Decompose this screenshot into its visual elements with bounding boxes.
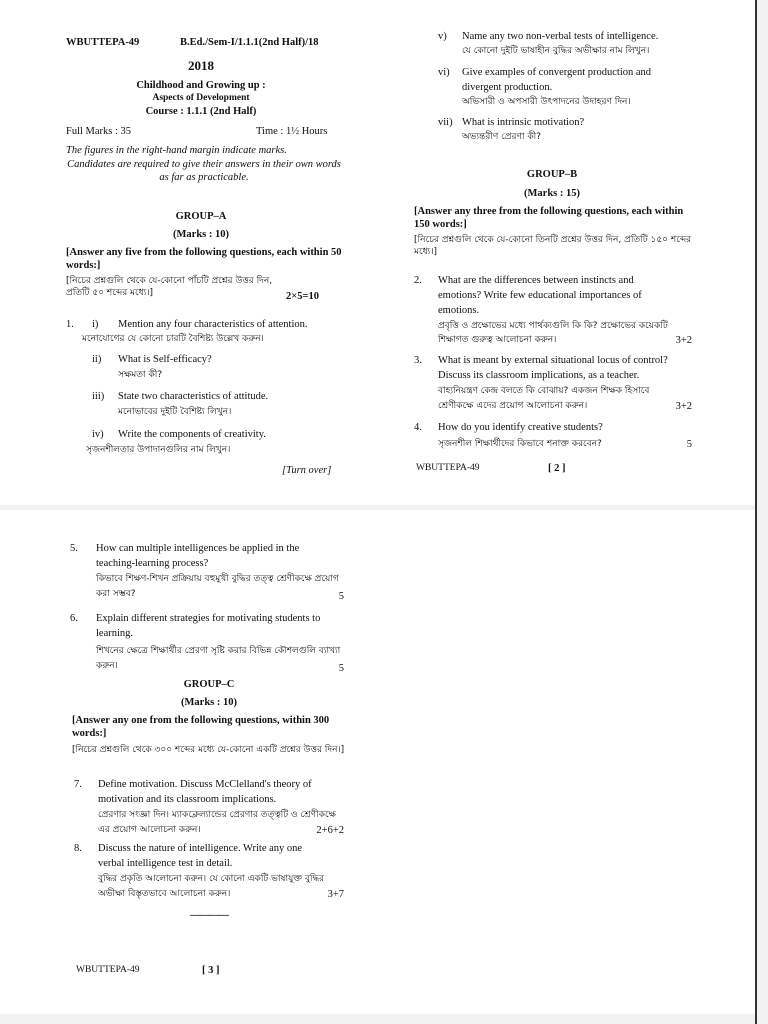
question-text-bengali: বাহ্যনিয়ন্ত্রণ কেন্দ্র বলতে কি বোঝায়? একজন শিক্ষক হিসাবে [438,386,650,396]
item-text: Name any two non-verbal tests of intelligence. [462,31,659,42]
group-a-mark-scheme: 2×5=10 [286,291,319,302]
question-marks: 3+7 [327,889,344,900]
question-text-bengali: শিখনের ক্ষেত্রে শিক্ষার্থীর প্রেরণা সৃষ্টি করার বিভিন্ন কৌশলগুলি ব্যাখ্যা [96,646,341,656]
question-text-bengali-line2: করুন। [96,661,118,671]
page-2 [412,30,692,480]
exam-year: 2018 [188,58,214,73]
item-text-bengali: অভিসারী ও অপসারী উৎপাদনের উদাহরণ দিন। [462,97,631,107]
item-number: ii) [92,354,102,365]
question-number: 5. [70,543,78,554]
paper-code: WBUTTEPA-49 [66,37,140,48]
question-text-line2: teaching-learning process? [96,558,209,569]
question-marks: 5 [686,439,692,450]
question-text: What are the differences between instincts and [438,275,634,286]
item-text: State two characteristics of attitude. [118,391,269,402]
footer-paper-code: WBUTTEPA-49 [416,463,480,473]
question-number: 8. [74,843,82,854]
subject-title-line1: Childhood and Growing up : [136,80,266,91]
item-text: Write the components of creativity. [118,429,266,440]
question-marks: 5 [338,663,344,674]
question-item [414,274,692,344]
page-edge-line [755,0,757,1024]
question-text-bengali: কিভাবে শিক্ষণ-শিখন প্রক্রিয়ায় বহুমুখী বুদ্ধির তত্ত্ব শ্রেণীকক্ষে প্রয়োগ [96,574,339,584]
group-b-heading: GROUP–B [526,169,578,180]
footer-paper-code: WBUTTEPA-49 [76,965,140,975]
question-item [70,842,344,904]
group-b-marks: (Marks : 15) [524,188,580,199]
question-marks: 2+6+2 [316,825,344,836]
group-c-instruction-bengali: [নিচের প্রশ্নগুলি থেকে ৩০০ শব্দের মধ্যে যে-কোনো একটি প্রশ্নের উত্তর দিন।] [72,745,345,755]
question-text: How do you identify creative students? [438,422,603,433]
group-a-instruction: [Answer any five from the following questions, each within 50 words:] [66,247,342,271]
question-text-line2: learning. [96,628,134,639]
question-text: Define motivation. Discuss McClelland's theory of [98,779,312,790]
question-text-line2: verbal intelligence test in detail. [98,858,233,869]
question-text-bengali-line2: এর প্রয়োগ আলোচনা করুন। [98,825,201,835]
question-number: 7. [74,779,82,790]
question-text-line2: emotions? Write few educational importances of [438,290,642,301]
question-marks: 5 [338,591,344,602]
question-item [414,354,692,414]
question-marks: 3+2 [675,335,692,346]
group-a-heading: GROUP–A [175,211,227,222]
group-a-marks: (Marks : 10) [173,229,229,240]
question-number: 4. [414,422,422,433]
item-text: Give examples of convergent production and [462,67,652,78]
item-text-bengali: মনোভাবের দুইটি বৈশিষ্ট্য লিখুন। [118,407,232,417]
question-text-bengali-line2: শিক্ষাগত গুরুত্ব আলোচনা করুন। [438,335,557,345]
group-c-instruction: [Answer any one from the following questions, within 300 words:] [72,715,330,739]
end-of-paper-line: ———— [190,910,228,921]
item-text: What is Self-efficacy? [118,354,212,365]
item-text-bengali: মনোযোগের যে কোনো চারটি বৈশিষ্ট্য উল্লেখ করুন। [82,334,264,344]
question-text-bengali: প্রবৃত্তি ও প্রক্ষোভের মধ্যে পার্থক্যগুলি কি কি? প্রক্ষোভের কয়েকটি [438,321,668,331]
question-text-bengali: প্রেরণার সংজ্ঞা দিন। ম্যাকক্লেল্যান্ডের প্রেরণার তত্ত্বটি ও শ্রেণীকক্ষে [98,810,336,820]
question-number: 1. [66,319,74,330]
item-text: What is intrinsic motivation? [462,117,585,128]
item-number: v) [438,31,447,42]
course-code: B.Ed./Sem-I/1.1.1(2nd Half)/18 [180,37,319,48]
group-c-marks: (Marks : 10) [181,697,237,708]
item-number: iv) [92,429,104,440]
question-number: 6. [70,613,78,624]
question-text: Discuss the nature of intelligence. Write any one [98,843,303,854]
own-words-note: Candidates are required to give their answers in their own words as far as practicable. [67,159,341,183]
question-text-line2: Discuss its classroom implications, as a teacher. [438,370,640,381]
full-marks: Full Marks : 35 [66,126,132,137]
subject-title-line2: Aspects of Development [152,93,250,103]
question-item [70,778,344,840]
item-number: vi) [438,67,450,78]
group-c-heading: GROUP–C [183,679,235,690]
question-text-bengali-line2: শ্রেণীকক্ষে এদের প্রয়োগ আলোচনা করুন। [438,401,588,411]
page-number: [ 2 ] [548,463,566,474]
item-text: Mention any four characteristics of attention. [118,319,308,330]
item-number: vii) [438,117,453,128]
page-1 [60,32,342,482]
page-number: [ 3 ] [202,965,220,976]
question-text: How can multiple intelligences be applied in the [96,543,300,554]
question-number: 3. [414,355,422,366]
item-number: i) [92,319,99,330]
question-item [70,612,344,674]
question-item [414,421,692,455]
group-a-instruction-bengali: [নিচের প্রশ্নগুলি থেকে যে-কোনো পাঁচটি প্রশ্নের উত্তর দিন, প্রতিটি ৫০ শব্দের মধ্যে।] [66,276,273,298]
item-number: iii) [92,391,105,402]
question-text-bengali: সৃজনশীল শিক্ষার্থীদের কিভাবে শনাক্ত করবেন? [438,439,602,449]
question-text: Explain different strategies for motivating students to [96,613,321,624]
group-b-instruction: [Answer any three from the following questions, each within 150 words:] [414,206,684,230]
margin-note: The figures in the right-hand margin indicate marks. [66,145,287,156]
question-text-bengali-line2: অভীক্ষা বিস্তৃতভাবে আলোচনা করুন। [98,889,231,899]
question-marks: 3+2 [675,401,692,412]
question-text: What is meant by external situational locus of control? [438,355,668,366]
page-3 [70,542,348,982]
question-text-bengali-line2: করা সম্ভব? [96,589,136,599]
question-text-line3: emotions. [438,305,480,316]
subject-title-line3: Course : 1.1.1 (2nd Half) [145,106,257,117]
question-item [70,542,344,604]
item-text-bengali: যে কোনো দুইটি ভাষাহীন বুদ্ধির অভীক্ষার নাম লিখুন। [462,46,650,56]
question-text-line2: motivation and its classroom implications. [98,794,277,805]
group-b-instruction-bengali: [নিচের প্রশ্নগুলি থেকে যে-কোনো তিনটি প্রশ্নের উত্তর দিন, প্রতিটি ১৫০ শব্দের মধ্যে।] [414,235,692,257]
turn-over: [Turn over] [282,465,332,476]
item-text-bengali: সক্ষমতা কী? [118,370,163,380]
item-text-bengali: অভ্যন্তরীণ প্রেরণা কী? [462,132,542,142]
question-text-bengali: বুদ্ধির প্রকৃতি আলোচনা করুন। যে কোনো একটি ভাষাযুক্ত বুদ্ধির [98,874,324,884]
item-text-bengali: সৃজনশীলতার উপাদানগুলির নাম লিখুন। [86,445,231,455]
item-text-line2: divergent production. [462,82,553,93]
exam-time: Time : 1½ Hours [256,126,328,137]
question-number: 2. [414,275,422,286]
